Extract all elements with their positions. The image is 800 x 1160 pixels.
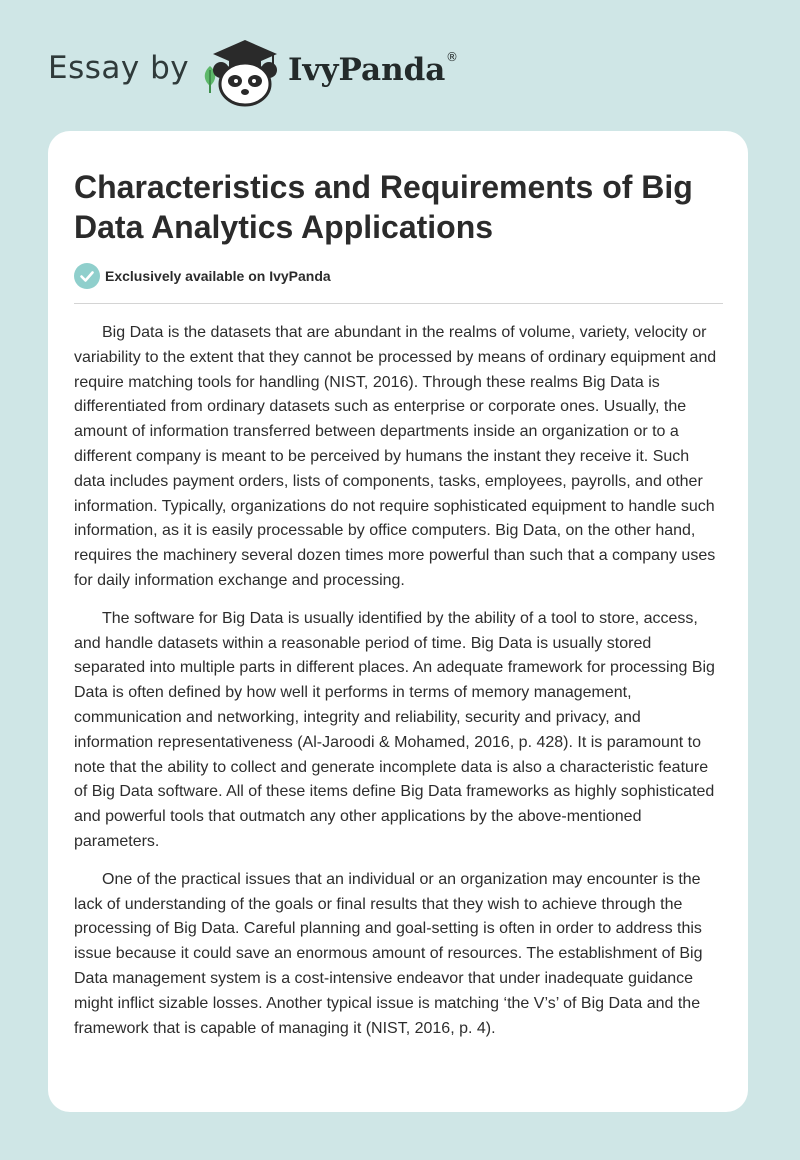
page-title: Characteristics and Requirements of Big Data Analytics Applications (74, 169, 693, 245)
paragraph: Big Data is the datasets that are abundant in the realms of volume, variety, velocity or variability to the extent that they cannot be processed by means of ordinary equipment and require matching tools for handling (NIST, 2016). Through these realms Big Data is differentiated from ordinary datasets such as enterprise or corporate ones. Usually, the amount of information transferred between departments inside an organization or to a different company is meant to be perceived by humans the instant they receive it. Such data includes payment orders, lists of components, tasks, employees, payrolls, and other information. Typically, organizations do not require sophisticated equipment to handle such information, as it is easily processable by office computers. Big Data, on the other hand, requires the machinery several dozen times more powerful than such that a company uses for daily information exchange and processing. (74, 324, 717, 589)
registered-mark: ® (446, 50, 458, 64)
essay-card (48, 131, 748, 1112)
check-icon (74, 263, 100, 289)
panda-logo-icon (207, 38, 283, 108)
essay-by-label: Essay by (48, 50, 190, 86)
essay-body (74, 321, 724, 1054)
exclusive-badge (74, 263, 474, 289)
brand-name: IvyPanda (288, 52, 446, 88)
site-header (0, 0, 800, 130)
paragraph: One of the practical issues that an individual or an organization may encounter is the lack of understanding of the goals or final results that they wish to achieve through the processing of Big Data. Careful planning and goal-setting is often in order to address this issue because it could save an enormous amount of resources. The establishment of Big Data management system is a cost-intensive endeavor that under inadequate guidance might inflict sizable losses. Another typical issue is matching ‘the V’s’ of Big Data and the framework that is capable of managing it (NIST, 2016, p. 4). (74, 870, 703, 1037)
divider (74, 303, 723, 304)
exclusive-badge-label: Exclusively available on IvyPanda (105, 268, 331, 284)
paragraph: The software for Big Data is usually identified by the ability of a tool to store, access, and handle datasets within a reasonable period of time. Big Data is usually stored separated into multiple parts in different places. An adequate framework for processing Big Data is often defined by how well it performs in terms of memory management, communication and networking, integrity and reliability, security and privacy, and information representativeness (Al-Jaroodi & Mohamed, 2016, p. 428). It is paramount to note that the ability to collect and generate incomplete data is also a characteristic feature of Big Data software. All of these items define Big Data frameworks as highly sophisticated and powerful tools that outmatch any other applications by the above-mentioned parameters. (74, 609, 715, 850)
